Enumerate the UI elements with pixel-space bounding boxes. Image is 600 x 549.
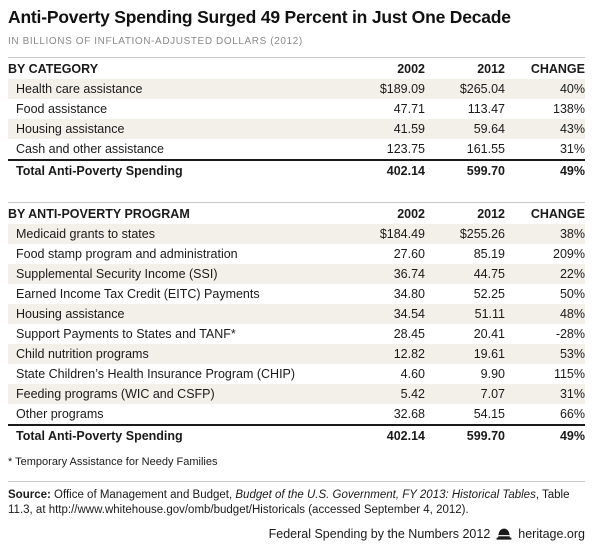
table-row [8, 364, 585, 384]
row-label: State Children’s Health Insurance Program (CHIP) [16, 367, 296, 381]
value-change: 209% [553, 247, 585, 261]
value-2012: 113.47 [467, 102, 505, 116]
heritage-site-text: heritage.org [518, 527, 585, 542]
value-2002: 27.60 [393, 247, 425, 261]
column-header-change: CHANGE [530, 62, 585, 76]
column-header-2012: 2012 [477, 207, 505, 221]
value-change: 40% [559, 82, 585, 96]
page-title: Anti-Poverty Spending Surged 49 Percent in Just One Decade [8, 7, 511, 27]
column-header-change: CHANGE [530, 207, 585, 221]
table-header-row [8, 202, 585, 224]
total-2002: 402.14 [386, 429, 425, 443]
value-2002: 5.42 [400, 387, 425, 401]
table-row [8, 244, 585, 264]
table-row [8, 79, 585, 99]
row-label: Food stamp program and administration [16, 247, 238, 261]
value-change: 31% [559, 142, 585, 156]
value-change: -28% [555, 327, 585, 341]
column-header-2002: 2002 [397, 62, 425, 76]
value-change: 48% [559, 307, 585, 321]
table-row [8, 344, 585, 364]
source-text: Office of Management and Budget, [50, 489, 236, 501]
row-label: Support Payments to States and TANF* [16, 327, 236, 341]
table-row [8, 224, 585, 244]
value-2012: 54.15 [473, 407, 505, 421]
row-label: Medicaid grants to states [16, 227, 155, 241]
source-note [8, 481, 585, 518]
value-2012: 59.64 [473, 122, 505, 136]
table-by-program [8, 202, 585, 447]
source-label: Source: [8, 489, 51, 501]
value-change: 53% [559, 347, 585, 361]
value-change: 115% [553, 367, 585, 381]
row-label: Housing assistance [16, 307, 125, 321]
table-row [8, 139, 585, 159]
value-2012: 19.61 [473, 347, 505, 361]
total-label: Total Anti-Poverty Spending [16, 429, 183, 443]
value-change: 31% [559, 387, 585, 401]
value-2002: 123.75 [386, 142, 425, 156]
total-change: 49% [559, 429, 585, 443]
total-2012: 599.70 [466, 164, 505, 178]
value-change: 22% [559, 267, 585, 281]
total-row [8, 424, 585, 447]
table-header-row [8, 57, 585, 79]
section-label: BY CATEGORY [8, 62, 99, 76]
footer [8, 527, 585, 541]
source-citation-title: Budget of the U.S. Government, FY 2013: Historical Tables [235, 489, 536, 501]
value-change: 38% [559, 227, 585, 241]
row-label: Supplemental Security Income (SSI) [16, 267, 218, 281]
row-label: Housing assistance [16, 122, 125, 136]
value-2002: 32.68 [393, 407, 425, 421]
value-2012: 44.75 [473, 267, 505, 281]
table-row [8, 119, 585, 139]
total-change: 49% [559, 164, 585, 178]
row-label: Child nutrition programs [16, 347, 149, 361]
value-2002: 47.71 [393, 102, 425, 116]
row-label: Other programs [16, 407, 104, 421]
row-label: Food assistance [16, 102, 108, 116]
value-2012: 7.07 [480, 387, 505, 401]
column-header-2012: 2012 [477, 62, 505, 76]
publication-name: Federal Spending by the Numbers 2012 [268, 527, 491, 542]
total-2002: 402.14 [386, 164, 425, 178]
table-by-category [8, 57, 585, 182]
value-change: 50% [559, 287, 585, 301]
value-2002: $189.09 [379, 82, 425, 96]
row-label: Cash and other assistance [16, 142, 165, 156]
value-2012: 85.19 [473, 247, 505, 261]
total-2012: 599.70 [466, 429, 505, 443]
value-2002: 34.54 [393, 307, 425, 321]
value-2002: 36.74 [393, 267, 425, 281]
total-row [8, 159, 585, 182]
section-label: BY ANTI-POVERTY PROGRAM [8, 207, 190, 221]
value-2002: 41.59 [393, 122, 425, 136]
value-2002: $184.49 [379, 227, 425, 241]
table-row [8, 324, 585, 344]
table-row [8, 284, 585, 304]
value-change: 66% [559, 407, 585, 421]
value-change: 138% [553, 102, 585, 116]
liberty-bell-icon [496, 527, 512, 541]
value-2012: 51.11 [474, 307, 505, 321]
row-label: Earned Income Tax Credit (EITC) Payments [16, 287, 260, 301]
value-change: 43% [559, 122, 585, 136]
value-2012: 9.90 [480, 367, 505, 381]
value-2012: $265.04 [459, 82, 505, 96]
table-row [8, 304, 585, 324]
value-2002: 34.80 [393, 287, 425, 301]
value-2012: 161.55 [466, 142, 505, 156]
row-label: Feeding programs (WIC and CSFP) [16, 387, 215, 401]
value-2012: 52.25 [473, 287, 505, 301]
column-header-2002: 2002 [397, 207, 425, 221]
value-2012: $255.26 [459, 227, 505, 241]
page-subtitle: IN BILLIONS OF INFLATION-ADJUSTED DOLLARS (2012) [8, 36, 303, 47]
value-2002: 4.60 [400, 367, 425, 381]
total-label: Total Anti-Poverty Spending [16, 164, 183, 178]
row-label: Health care assistance [16, 82, 143, 96]
table-row [8, 404, 585, 424]
source-text-continued: , Table 11.3, at http://www.whitehouse.gov/omb/budget/Historicals (accessed September 4, 2012). [8, 489, 570, 517]
footnote: * Temporary Assistance for Needy Families [8, 456, 218, 468]
value-2002: 12.82 [393, 347, 425, 361]
table-row [8, 264, 585, 284]
value-2012: 20.41 [473, 327, 505, 341]
table-row [8, 99, 585, 119]
table-row [8, 384, 585, 404]
value-2002: 28.45 [393, 327, 425, 341]
